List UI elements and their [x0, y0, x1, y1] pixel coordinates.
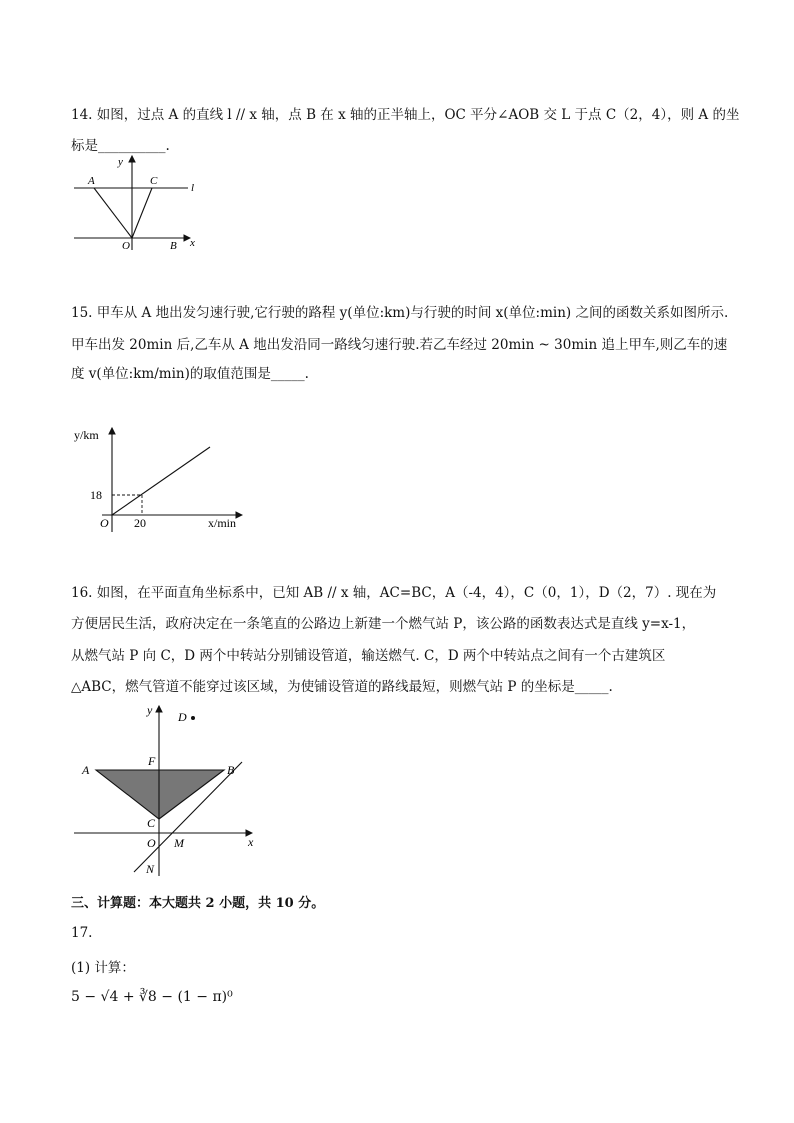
q16-line1: 16. 如图，在平面直角坐标系中，已知 AB // x 轴，AC=BC，A（-4，4），C（0，1），D（2，7）. 现在为 — [71, 585, 717, 601]
q14-label-x: x — [190, 237, 195, 249]
q17-number: 17. — [71, 925, 93, 941]
q16-label-C: C — [147, 816, 156, 830]
q15-line2: 甲车出发 20min 后,乙车从 A 地出发沿同一路线匀速行驶.若乙车经过 20min ~ 30min 追上甲车,则乙车的速 — [71, 337, 728, 353]
q16-figure — [72, 700, 268, 878]
q14-label-l: l — [191, 182, 195, 194]
q16-label-N: N — [146, 862, 155, 876]
q15-xlabel: x/min — [208, 516, 237, 530]
q14-label-O: O — [122, 240, 130, 252]
q16-line2: 方便居民生活，政府决定在一条笔直的公路边上新建一个燃气站 P，该公路的函数表达式是直线 y=x-1， — [71, 616, 696, 632]
q15-tick-20: 20 — [134, 516, 146, 530]
q16-label-O: O — [147, 836, 156, 850]
q14-line1: 14. 如图，过点 A 的直线 l // x 轴，点 B 在 x 轴的正半轴上，OC 平分∠AOB 交 L 于点 C（2，4），则 A 的坐 — [71, 107, 740, 123]
q16-label-y: y — [147, 703, 153, 717]
section-3-heading: 三、计算题：本大题共 2 小题，共 10 分。 — [71, 896, 325, 911]
q16-label-A: A — [82, 763, 90, 777]
q17-expression: 5 − √4 + ∛8 − (1 − π)⁰ — [71, 989, 233, 1005]
q15-line3: 度 v(单位:km/min)的取值范围是_____. — [71, 366, 309, 382]
q16-label-x: x — [248, 835, 254, 849]
q14-label-y: y — [118, 156, 123, 168]
q16-label-M: M — [174, 836, 184, 850]
q14-line2: 标是__________. — [71, 138, 170, 154]
q15-line1: 15. 甲车从 A 地出发匀速行驶,它行驶的路程 y(单位:km)与行驶的时间 x(单位:min) 之间的函数关系如图所示. — [71, 305, 729, 321]
q15-origin: O — [100, 516, 109, 530]
q16-line3: 从燃气站 P 向 C，D 两个中转站分别铺设管道，输送燃气. C，D 两个中转站点之间有一个古建筑区 — [71, 648, 666, 664]
q14-figure — [70, 150, 210, 252]
q16-label-D: D — [178, 710, 187, 724]
q16-line4: △ABC，燃气管道不能穿过该区域，为使铺设管道的路线最短，则燃气站 P 的坐标是_____. — [71, 679, 613, 695]
q15-ylabel: y/km — [74, 428, 99, 442]
q15-graph — [72, 420, 254, 536]
q16-label-B: B — [227, 763, 235, 777]
q14-label-C: C — [150, 175, 158, 187]
q15-tick-18: 18 — [90, 488, 102, 502]
q14-label-B: B — [170, 240, 177, 252]
q17-part1: (1) 计算： — [71, 960, 135, 976]
q16-label-F: F — [148, 754, 156, 768]
q14-label-A: A — [88, 175, 95, 187]
